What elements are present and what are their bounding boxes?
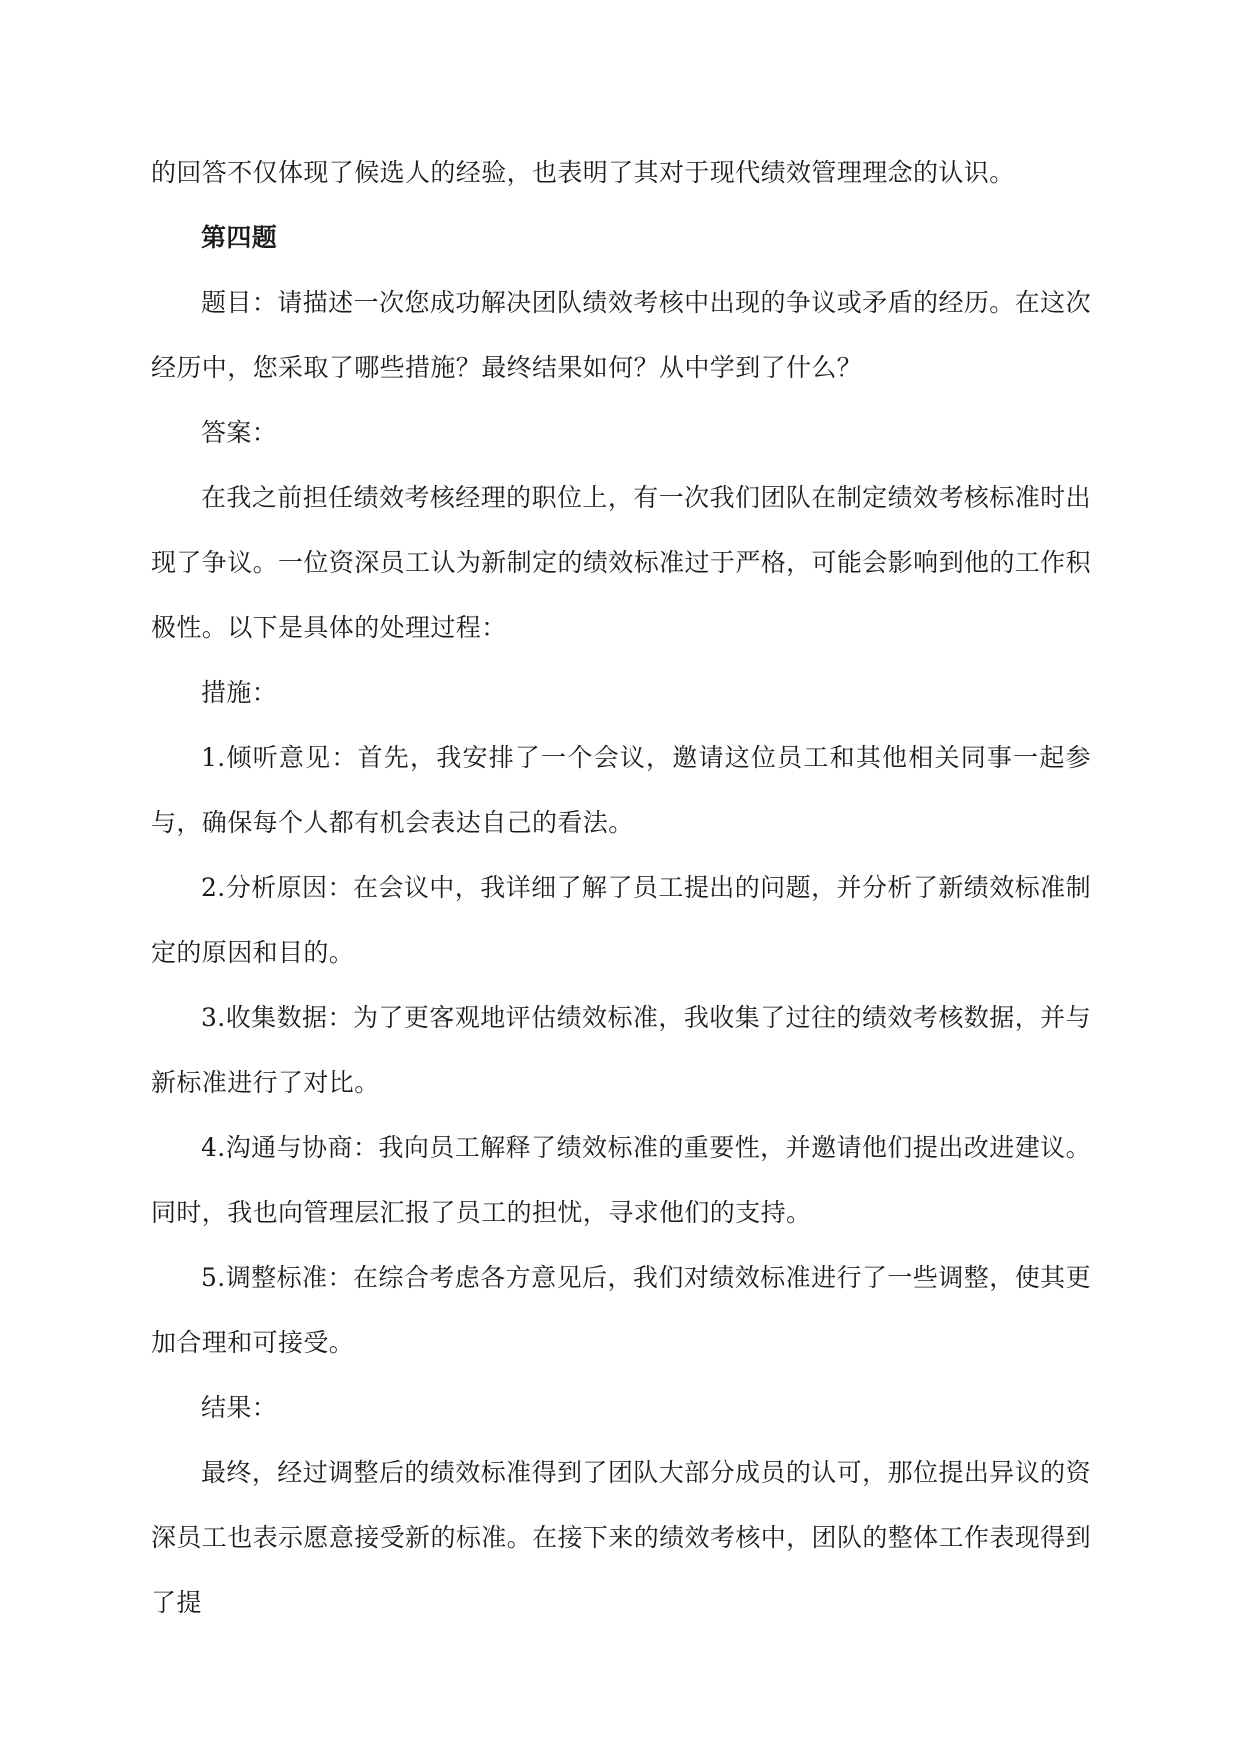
result-paragraph: 最终，经过调整后的绩效标准得到了团队大部分成员的认可，那位提出异议的资深员工也表示愿意接受新的标准。在接下来的绩效考核中，团队的整体工作表现得到了提	[151, 1458, 1091, 1617]
measure-item-1: 1.倾听意见：首先，我安排了一个会议，邀请这位员工和其他相关同事一起参与，确保每个人都有机会表达自己的看法。	[151, 743, 1091, 837]
result-label: 结果：	[201, 1393, 278, 1422]
paragraph-continued: 的回答不仅体现了候选人的经验，也表明了其对于现代绩效管理理念的认识。	[151, 158, 1015, 187]
answer-label: 答案：	[201, 418, 278, 447]
measure-item-2: 2.分析原因：在会议中，我详细了解了员工提出的问题，并分析了新绩效标准制定的原因和目的。	[151, 873, 1091, 967]
measures-label: 措施：	[201, 678, 278, 707]
measure-item-3: 3.收集数据：为了更客观地评估绩效标准，我收集了过往的绩效考核数据，并与新标准进行了对比。	[151, 1003, 1091, 1097]
measure-item-5: 5.调整标准：在综合考虑各方意见后，我们对绩效标准进行了一些调整，使其更加合理和可接受。	[151, 1263, 1091, 1357]
document-body	[151, 140, 1091, 1635]
question-paragraph: 题目：请描述一次您成功解决团队绩效考核中出现的争议或矛盾的经历。在这次经历中，您采取了哪些措施？最终结果如何？从中学到了什么？	[151, 288, 1091, 382]
section-heading: 第四题	[201, 223, 278, 252]
measure-item-4: 4.沟通与协商：我向员工解释了绩效标准的重要性，并邀请他们提出改进建议。同时，我也向管理层汇报了员工的担忧，寻求他们的支持。	[151, 1133, 1091, 1227]
answer-intro-paragraph: 在我之前担任绩效考核经理的职位上，有一次我们团队在制定绩效考核标准时出现了争议。一位资深员工认为新制定的绩效标准过于严格，可能会影响到他的工作积极性。以下是具体的处理过程：	[151, 483, 1091, 642]
